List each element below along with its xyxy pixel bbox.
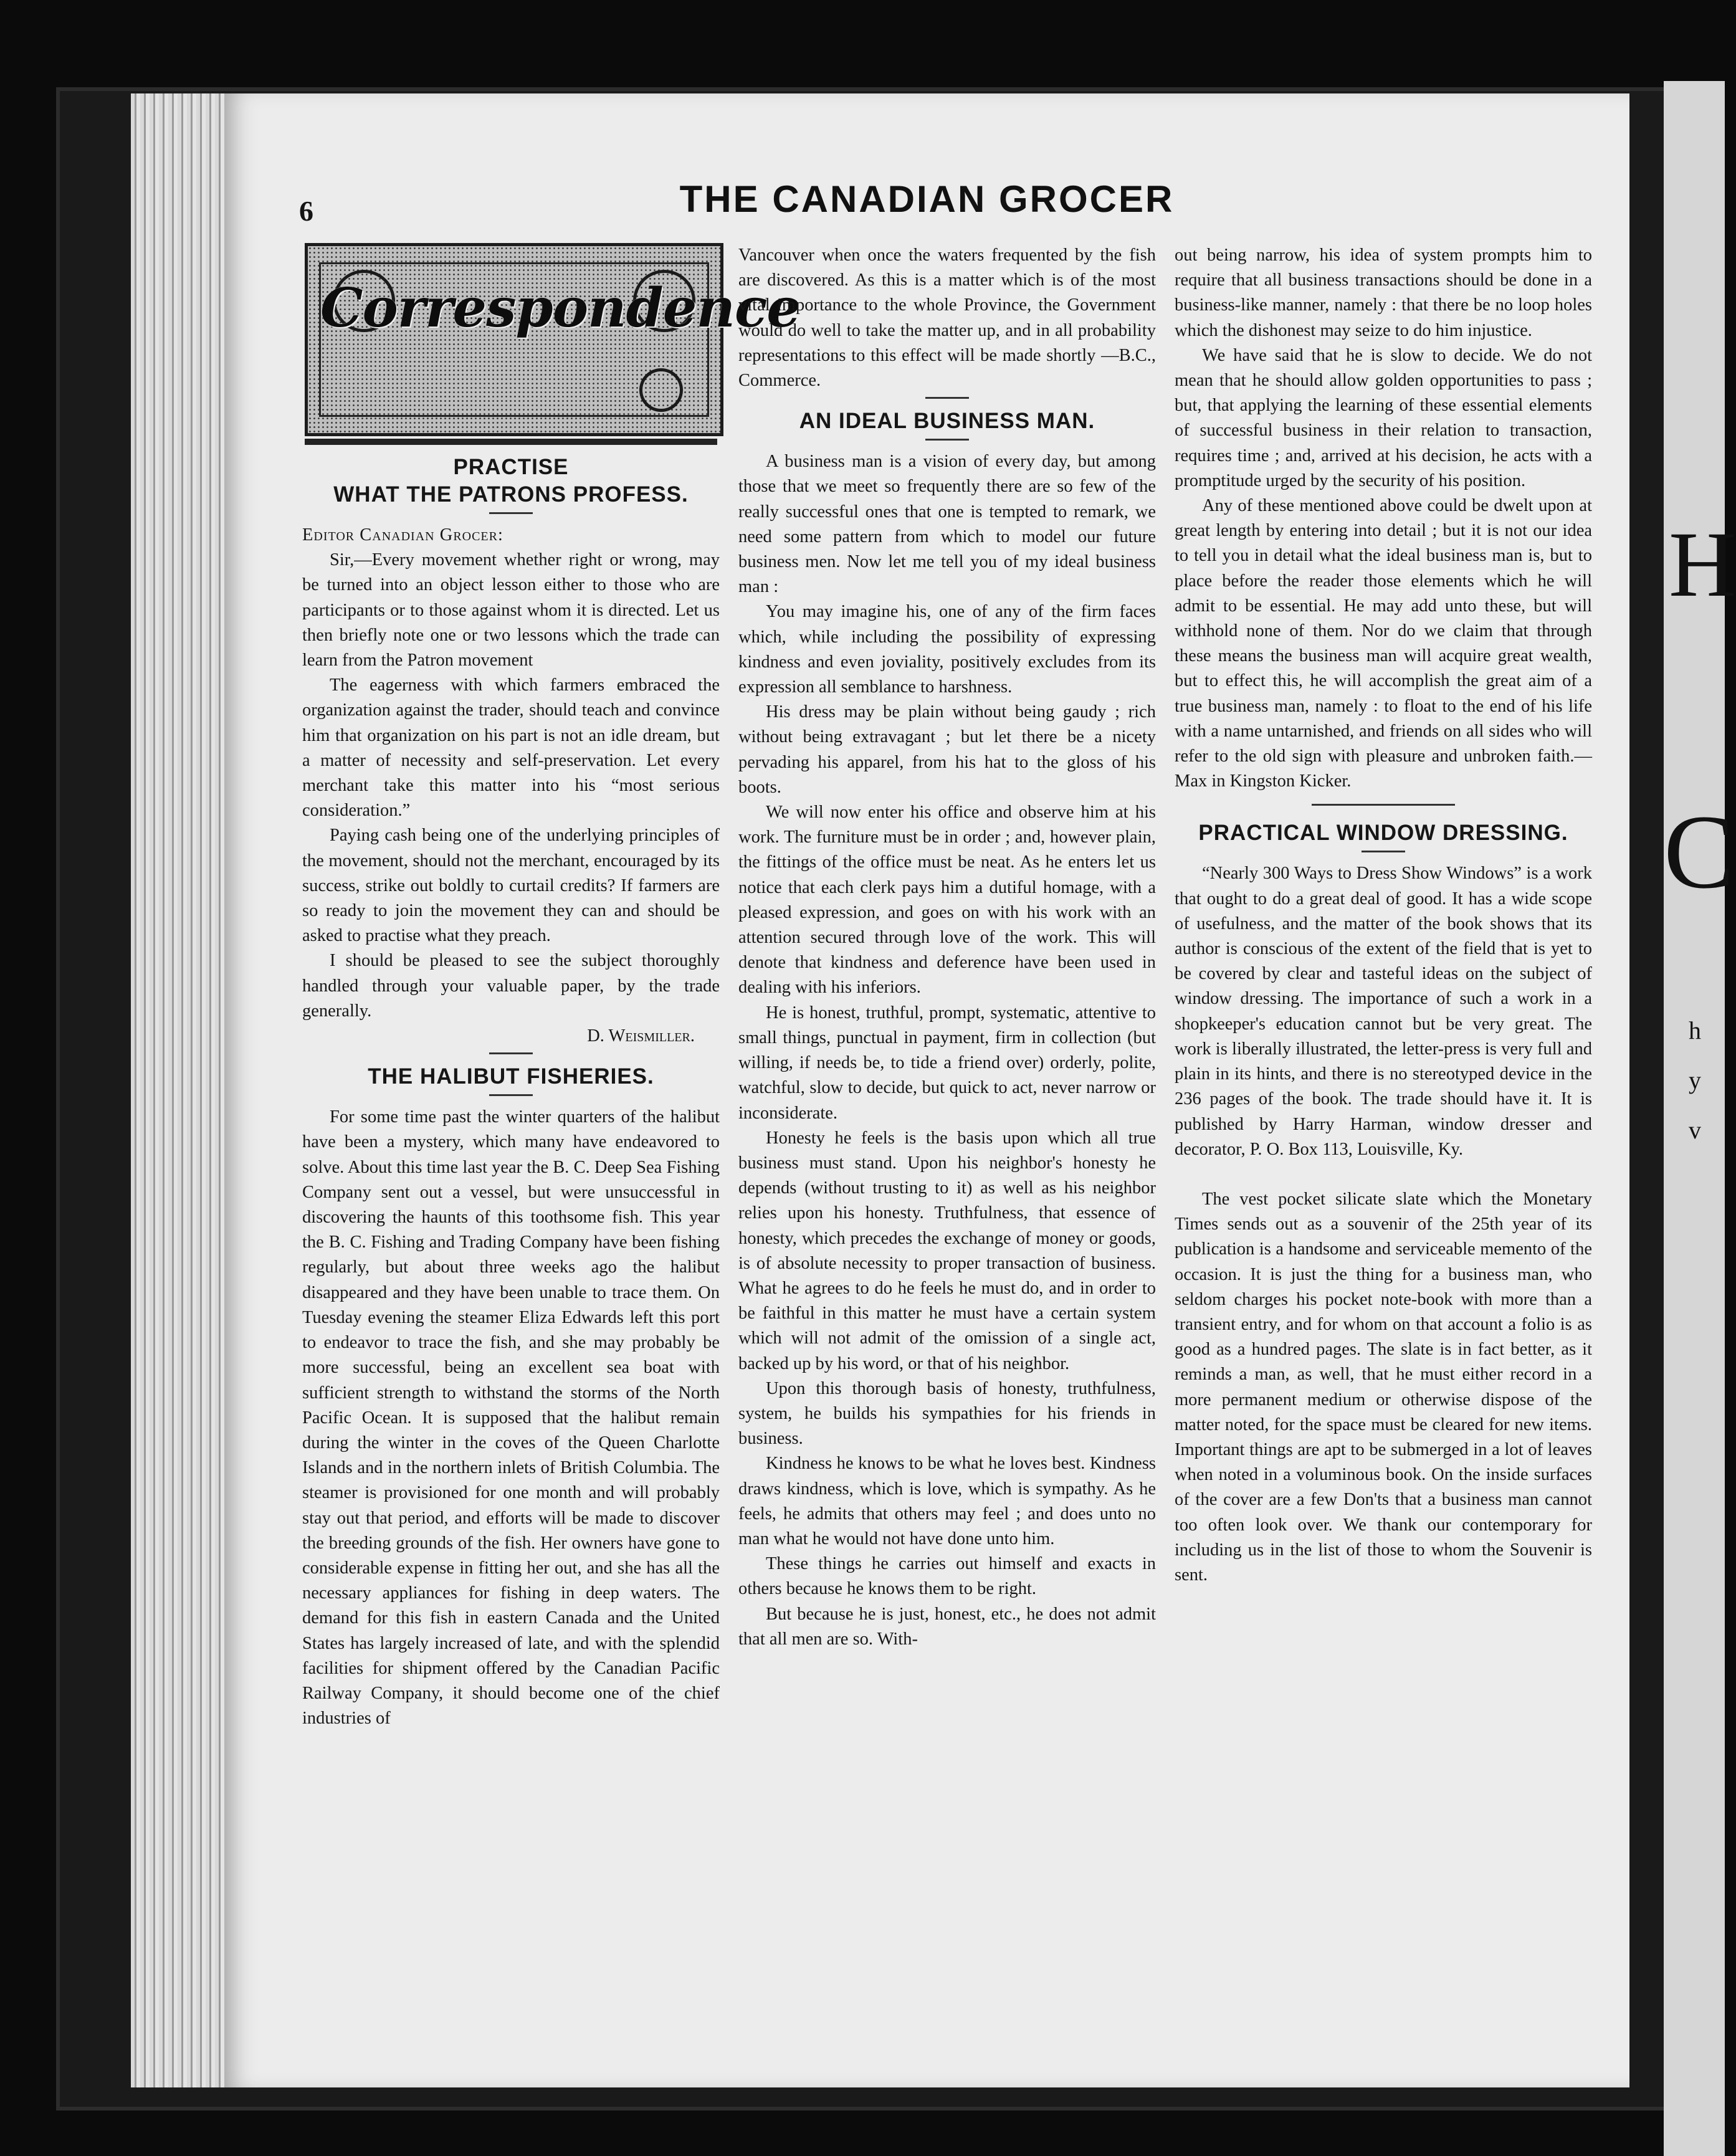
- facing-page: [1664, 81, 1736, 2156]
- paragraph: We have said that he is slow to decide. We do not mean that he should allow golden opportunities to pass ; but, that applying the learning of these essential elements of successful business in their relation to transaction, requires time ; and, arrived at his decision, he acts with a promptitude urged by the security of his position.: [1175, 345, 1592, 490]
- facing-page-glyph: h: [1689, 1016, 1701, 1044]
- paragraph: Sir,—Every movement whether right or wrong, may be turned into an object lesson either to those who are participants or to those against whom it is directed. Let us then briefly note one or two lessons which the trade can learn from the Patron movement: [302, 550, 720, 670]
- page-number: 6: [299, 195, 313, 227]
- paragraph: “Nearly 300 Ways to Dress Show Windows” is a work that ought to do a great deal of good. It has a wide scope of usefulness, and the matter of the book shows that its author is conscious of the extent of the field that is yet to be covered by clear and tasteful ideas on the subject of window dressing. The importance of such a work in a shopkeeper's education cannot but be very great. The work is liberally illustrated, the letter-press is very full and plain in its hints, and there is no stereotyped device in the 236 pages of the book. The trade should have it. It is published by Harry Harman, window dresser and decorator, P. O. Box 113, Louisville, Ky.: [1175, 864, 1592, 1159]
- facing-page-glyph: H: [1669, 513, 1736, 616]
- signature: D. Weismiller.: [587, 1026, 695, 1046]
- correspondence-banner: [305, 243, 801, 436]
- paragraph: Kindness he knows to be what he loves best. Kindness draws kindness, which is love, which is sympathy. As he feels, he admits that others may feel ; and does unto no man what he would not have done unto him.: [738, 1454, 1156, 1548]
- paragraph: The vest pocket silicate slate which the Monetary Times sends out as a souvenir of the 25th year of its publication is a handsome and serviceable memento of the occasion. It is just the thing for a business man, who seldom charges his pocket note-book with more than a transient entry, and for whom on that account a folio is as good as a hundred pages. The slate is in fact better, as it reminds a man, as well, that he must either record in a more permanent medium or otherwise dispose of the matter noted, for the space must be cleared for new items. Important things are apt to be submerged in a lot of leaves when noted in a voluminous book. On the inside surfaces of the cover are a few Don'ts that a business man cannot too often look over. We thank our contemporary for including us in the list of those to whom the Souvenir is sent.: [1175, 1189, 1592, 1585]
- paragraph: He is honest, truthful, prompt, systematic, attentive to small things, punctual in payment, firm in collection (but willing, if needs be, to tide a friend over) orderly, polite, watchful, slow to decide, but quick to act, never narrow or inconsiderate.: [738, 1003, 1156, 1123]
- facing-page-glyph: C: [1664, 793, 1735, 910]
- facing-page-glyph: y: [1689, 1066, 1701, 1094]
- paragraph: Upon this thorough basis of honesty, truthfulness, system, he builds his sympathies for his friends in business.: [738, 1378, 1156, 1449]
- paragraph: These things he carries out himself and exacts in others because he knows them to be right.: [738, 1554, 1156, 1599]
- paragraph: Paying cash being one of the underlying principles of the movement, should not the merchant, encouraged by its success, strike out boldly to curtail credits? If farmers are so ready to join the movement they can and should be asked to practise what they preach.: [302, 826, 720, 946]
- column-2: [738, 243, 1156, 1652]
- article-heading: PRACTICAL WINDOW DRESSING.: [1198, 821, 1568, 846]
- paragraph: I should be pleased to see the subject thoroughly handled through your valuable paper, by the trade generally.: [302, 951, 720, 1021]
- paragraph: Any of these mentioned above could be dwelt upon at great length by entering into detail ; but it is not our idea to tell you in detail what the ideal business man is, but to place before the reader those elements which he will admit to be essential. He may add unto these, but will withhold none of them. Nor do we claim that through these means the business man will acquire great wealth, but to effect this, he will accomplish the great aim of a true business man, namely : to float to the end of his life with a name untarnished, and friends on all sides who will refer to the old sign with pleasure and unbroken faith.—Max in Kingston Kicker.: [1175, 496, 1592, 791]
- article-heading: THE HALIBUT FISHERIES.: [368, 1064, 654, 1089]
- paragraph: Honesty he feels is the basis upon which all true business must stand. Upon his neighbor's honesty he depends (without trusting to it) as well as his neighbor relies upon his honesty. Truthfulness, that essence of honesty, which precedes the exchange of money or goods, is of absolute necessity to proper transaction of business. What he agrees to do he feels he must do, and in order to be faithful in this matter he must have a certain system which will not admit of the omission of a single act, backed up by his word, or that of his neighbor.: [738, 1128, 1156, 1373]
- article-heading: WHAT THE PATRONS PROFESS.: [333, 482, 689, 507]
- facing-page-glyph: v: [1689, 1116, 1701, 1144]
- paragraph: A business man is a vision of every day, but among those that we meet so frequently there are so few of the really successful ones that one is tempted to remark, we need some pattern from which to model our future business men. Now let me tell you of my ideal business man :: [738, 452, 1156, 597]
- paragraph: For some time past the winter quarters of the halibut have been a mystery, which many have endeavored to solve. About this time last year the B. C. Deep Sea Fishing Company sent out a vessel, but were unsuccessful in discovering the haunts of this toothsome fish. This year the B. C. Fishing and Trading Company have been fishing regularly, but about three weeks ago the halibut disappeared and they have been unable to trace them. On Tuesday evening the steamer Eliza Edwards left this port to endeavor to trace the fish, and she may probably be more successful, being an excellent sea boat with sufficient strength to withstand the storms of the North Pacific Ocean. It is supposed that the halibut remain during the winter in the coves of the Queen Charlotte Islands and in the northern inlets of British Columbia. The steamer is provisioned for one month and will probably stay out that period, and efforts will be made to discover the breeding grounds of the fish. Her owners have gone to considerable expense in fitting her out, and she has all the necessary appliances for fishing in deep waters. The demand for this fish in eastern Canada and the United States has largely increased of late, and with the splendid facilities for shipment offered by the Canadian Pacific Railway Company, it should become one of the chief industries of: [302, 1107, 720, 1729]
- newspaper-page: [224, 93, 1629, 2087]
- paragraph: out being narrow, his idea of system prompts him to require that all business transactions should be done in a business-like manner, namely : that there be no loop holes which the dishonest may seize to do him injustice.: [1175, 246, 1592, 340]
- paragraph: The eagerness with which farmers embraced the organization against the trader, should teach and convince him that organization on his part is not an idle dream, but a matter of necessity and self-preservation. Let every merchant take this matter into his “most serious consideration.”: [302, 675, 720, 821]
- paragraph: We will now enter his office and observe him at his work. The furniture must be in order ; and, however plain, the fittings of the office must be neat. As he enters let us notice that each clerk pays him a dutiful homage, with a pleased expression, and goes on with his work with an attention secured through love of the work. This will denote that kindness and deference have been used in dealing with his inferiors.: [738, 803, 1156, 998]
- paragraph: You may imagine his, one of any of the firm faces which, while including the possibility of expressing kindness and even joviality, positively excludes from its expression all semblance to harshness.: [738, 602, 1156, 697]
- paragraph: But because he is just, honest, etc., he does not admit that all men are so. With-: [738, 1604, 1156, 1649]
- banner-text: Correspondence: [320, 277, 801, 340]
- column-1: [302, 243, 801, 1731]
- column-3: [1175, 243, 1592, 1588]
- masthead-title: THE CANADIAN GROCER: [679, 178, 1175, 220]
- paragraph: His dress may be plain without being gaudy ; rich without being extravagant ; but let there be a nicety pervading his apparel, from his hat to the gloss of his boots.: [738, 702, 1156, 797]
- article-heading: PRACTISE: [453, 455, 569, 479]
- salutation: Editor Canadian Grocer:: [302, 525, 503, 545]
- paragraph: Vancouver when once the waters frequented by the fish are discovered. As this is a matter which is of the most vital importance to the whole Province, the Government would do well to take the matter up, and in all probability representations to this effect will be made shortly —B.C., Commerce.: [738, 246, 1156, 391]
- article-heading: AN IDEAL BUSINESS MAN.: [799, 409, 1095, 434]
